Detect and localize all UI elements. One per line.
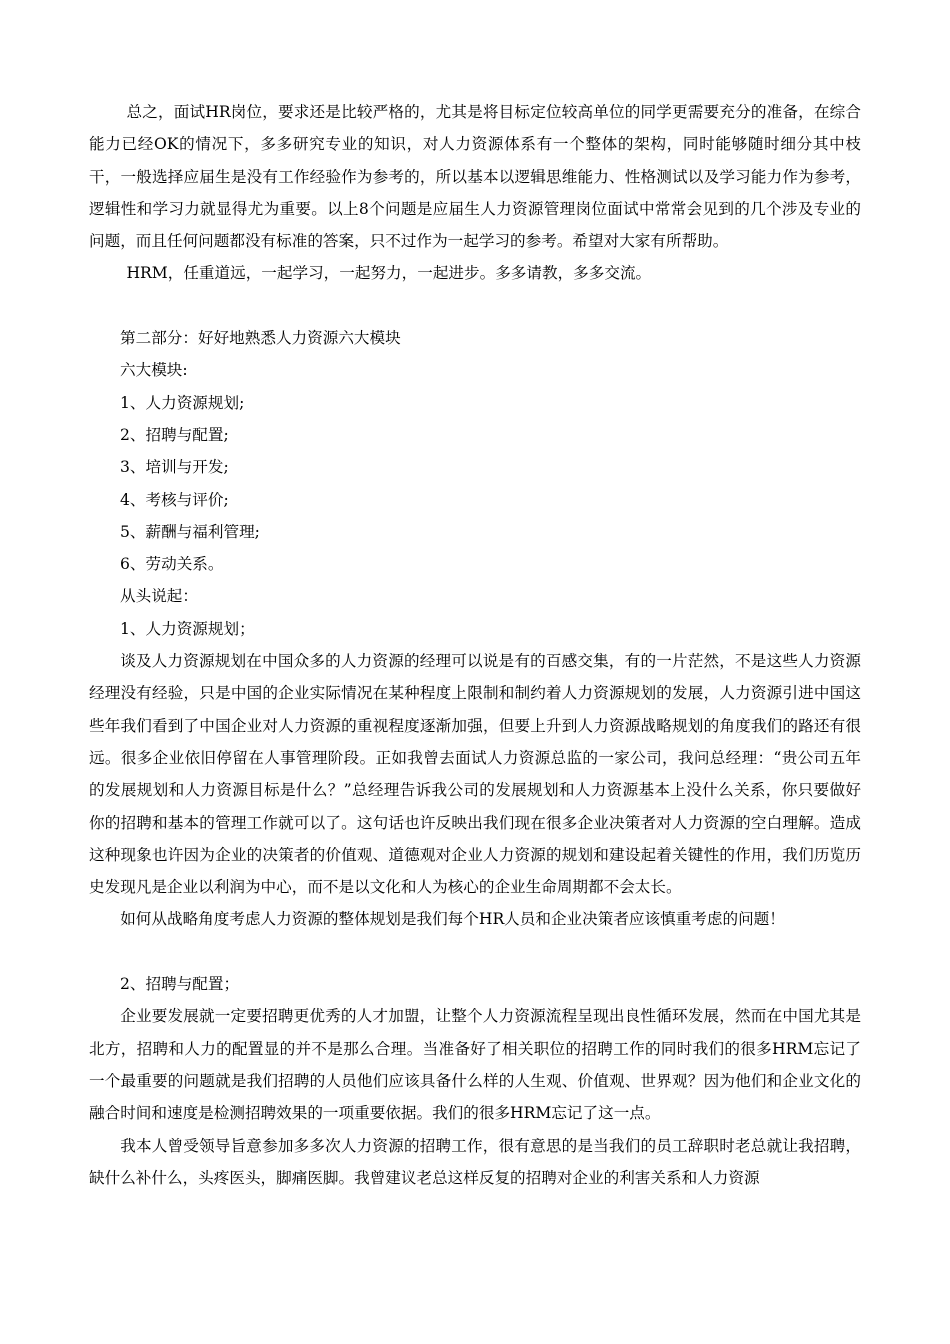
section1-body: 谈及人力资源规划在中国众多的人力资源的经理可以说是有的百感交集，有的一片茫然，不是这些人力资源经理没有经验，只是中国的企业实际情况在某种程度上限制和制约着人力资源规划的发展，人力资源引进中国这些年我们看到了中国企业对人力资源的重视程度逐渐加强，但要上升到人力资源战略规划的角度我们的路还有很远。很多企业依旧停留在人事管理阶段。正如我曾去面试人力资源总监的一家公司，我问总经理：“贵公司五年的发展规划和人力资源目标是什么？”总经理告诉我公司的发展规划和人力资源基本上没什么关系，你只要做好你的招聘和基本的管理工作就可以了。这句话也许反映出我们现在很多企业决策者对人力资源的空白理解。造成这种现象也许因为企业的决策者的价值观、道德观对企业人力资源的规划和建设起着关键性的作用，我们历览历史发现凡是企业以利润为中心，而不是以文化和人为核心的企业生命周期都不会太长。 xyxy=(89,652,861,897)
section2-body: 企业要发展就一定要招聘更优秀的人才加盟，让整个人力资源流程呈现出良性循环发展，然而在中国尤其是北方，招聘和人力的配置显的并不是那么合理。当准备好了相关职位的招聘工作的同时我们的很多HRM忘记了一个最重要的问题就是我们招聘的人员他们应该具备什么样的人生观、价值观、世界观？因为他们和企业文化的融合时间和速度是检测招聘效果的一项重要依据。我们的很多HRM忘记了这一点。 xyxy=(89,1007,861,1123)
summary-paragraph: 总之，面试HR岗位，要求还是比较严格的，尤其是将目标定位较高单位的同学更需要充分的准备，在综合能力已经OK的情况下，多多研究专业的知识，对人力资源体系有一个整体的架构，同时能够随时细分其中枝干，一般选择应届生是没有工作经验作为参考的，所以基本以逻辑思维能力、性格测试以及学习能力作为参考，逻辑性和学习力就显得尤为重要。以上8个问题是应届生人力资源管理岗位面试中常常会见到的几个涉及专业的问题，而且任何问题都没有标准的答案，只不过作为一起学习的参考。希望对大家有所帮助。 xyxy=(89,103,861,251)
blank-line xyxy=(89,290,861,322)
document-page xyxy=(89,96,861,1194)
section2-title: 2、招聘与配置； xyxy=(120,975,240,994)
modules-heading: 六大模块: xyxy=(120,361,188,380)
section1-conclusion: 如何从战略角度考虑人力资源的整体规划是我们每个HR人员和企业决策者应该慎重考虑的问题！ xyxy=(120,910,785,929)
section1-title: 1、人力资源规划； xyxy=(120,619,255,638)
module-item-6: 6、劳动关系。 xyxy=(120,555,224,574)
hrm-motto-paragraph: HRM，任重道远，一起学习，一起努力，一起进步。多多请教，多多交流。 xyxy=(126,264,652,283)
part-two-title: 第二部分：好好地熟悉人力资源六大模块 xyxy=(120,329,401,348)
module-item-5: 5、薪酬与福利管理; xyxy=(120,522,260,541)
module-item-2: 2、招聘与配置; xyxy=(120,425,229,444)
section2-body-continued: 我本人曾受领导旨意参加多多次人力资源的招聘工作，很有意思的是当我们的员工辞职时老总就让我招聘，缺什么补什么，头疼医头，脚痛医脚。我曾建议老总这样反复的招聘对企业的利害关系和人力资源 xyxy=(89,1136,861,1187)
blank-line xyxy=(89,936,861,968)
module-item-3: 3、培训与开发; xyxy=(120,458,229,477)
module-item-4: 4、考核与评价; xyxy=(120,490,229,509)
module-item-1: 1、人力资源规划; xyxy=(120,393,245,412)
from-start-label: 从头说起： xyxy=(120,587,198,606)
